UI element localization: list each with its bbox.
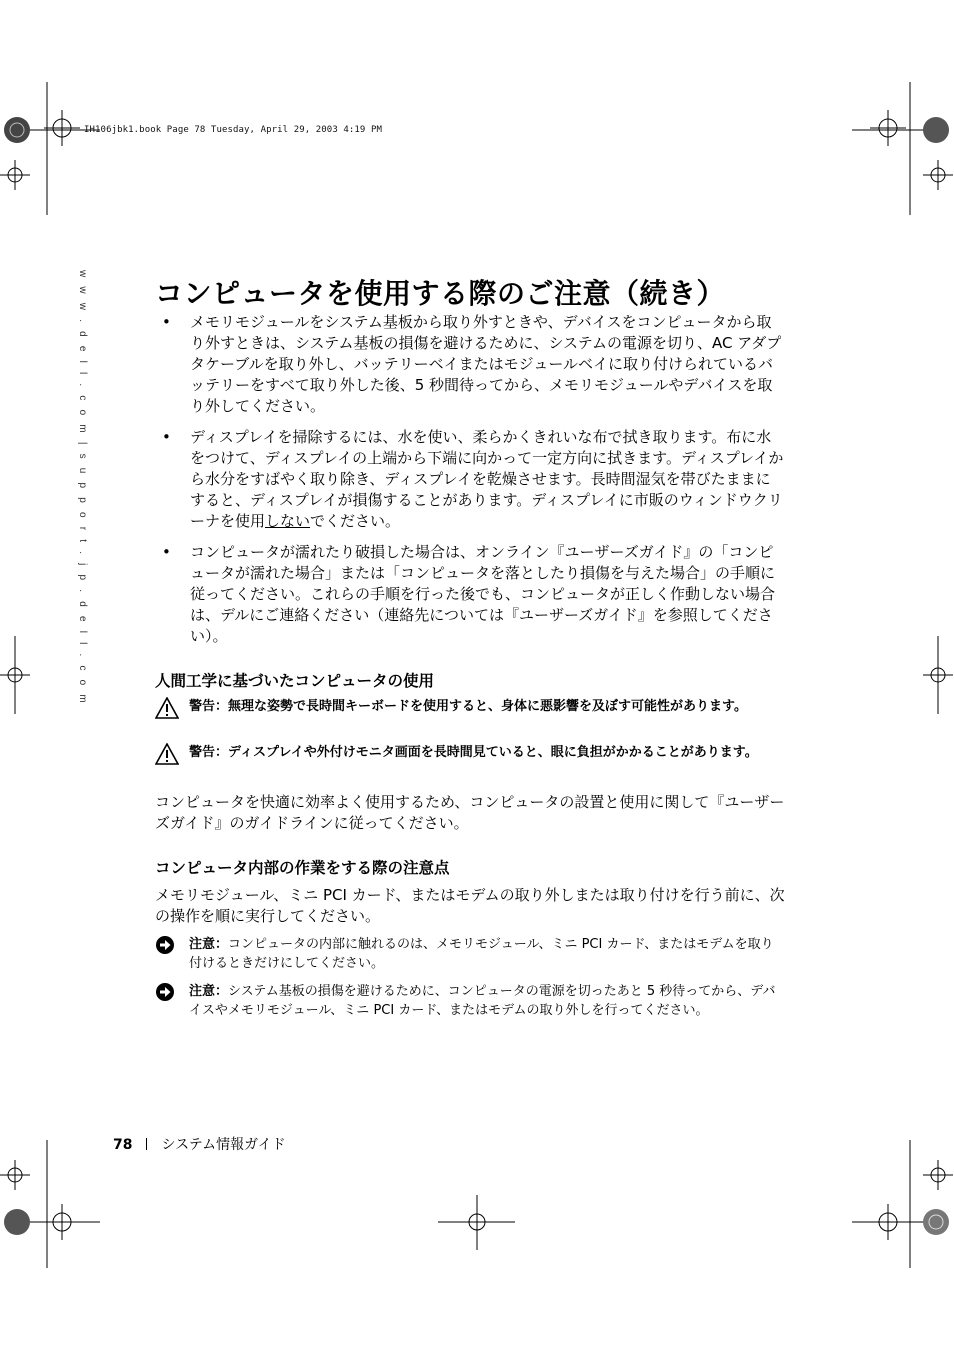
list-item <box>160 312 784 417</box>
guide-title: システム情報ガイド <box>161 1137 286 1153</box>
page-footer <box>113 1134 286 1154</box>
list-item-text-end: でください。 <box>310 512 401 530</box>
warning-text: 無理な姿勢で長時間キーボードを使用すると、身体に悪影響を及ぼす可能性があります。 <box>228 699 747 714</box>
notice-label: 注意： <box>189 984 229 999</box>
warning-label: 警告： <box>189 699 229 714</box>
warning-triangle-icon <box>155 697 179 725</box>
precaution-list <box>160 312 784 657</box>
notice-label: 注意： <box>189 937 229 952</box>
warning-note <box>155 743 785 762</box>
bullet-symbol: • <box>162 313 171 331</box>
warning-text: ディスプレイや外付けモニタ画面を長時間見ていると、眼に負担がかかることがあります。 <box>228 745 758 760</box>
bullet-symbol: • <box>162 428 171 446</box>
page-title: コンピュータを使用する際のご注意（続き） <box>155 277 726 310</box>
warning-label: 警告： <box>189 745 229 760</box>
section-heading-inside-work: コンピュータ内部の作業をする際の注意点 <box>155 859 450 877</box>
warning-note <box>155 697 785 716</box>
notice-arrow-icon <box>155 982 175 1008</box>
bullet-symbol: • <box>162 543 171 561</box>
list-item-text: ディスプレイを掃除するには、水を使い、柔らかくきれいな布で拭き取ります。布に水をつけて、ディスプレイの上端から下端に向かって一定方向に拭きます。ディスプレイから水分をすばやく取り除き、ディスプレイを乾燥させます。長時間湿気を帯びたままにすると、ディスプレイが損傷することがあります。ディスプレイに市販のウィンドウクリーナを使用 <box>190 428 784 530</box>
warning-triangle-icon <box>155 743 179 771</box>
list-item <box>160 427 784 532</box>
print-header-line: IH106jbk1.book Page 78 Tuesday, April 29, 2003 4:19 PM <box>84 125 382 135</box>
section-heading-ergonomics: 人間工学に基づいたコンピュータの使用 <box>155 672 435 690</box>
notice-text: システム基板の損傷を避けるために、コンピュータの電源を切ったあと 5 秒待ってから、デバイスやメモリモジュール、ミニ PCI カード、またはモデムの取り外しを行ってください。 <box>189 984 776 1018</box>
notice-note <box>155 982 785 1020</box>
list-item-text: メモリモジュールをシステム基板から取り外すときや、デバイスをコンピュータから取り外すときは、システム基板の損傷を避けるために、システムの電源を切り、AC アダプタケーブルを取り外し、バッテリーベイまたはモジュールベイに取り付けられているバッテリーをすべて取り外した後、5 秒間待ってから、メモリモジュールやデバイスを取り外してください。 <box>190 313 782 415</box>
list-item-text: コンピュータが濡れたり破損した場合は、オンライン『ユーザーズガイド』の「コンピュータが濡れた場合」または「コンピュータを落としたり損傷を与えた場合」の手順に従ってください。これらの手順を行った後でも、コンピュータが正しく作動しない場合は、デルにご連絡ください（連絡先については『ユーザーズガイド』を参照してください）。 <box>190 543 776 645</box>
underlined-emphasis: しない <box>265 512 311 530</box>
ergonomics-paragraph: コンピュータを快適に効率よく使用するため、コンピュータの設置と使用に関して『ユーザーズガイド』のガイドラインに従ってください。 <box>155 793 785 832</box>
footer-divider <box>146 1138 147 1150</box>
side-url-text: w w w . d e l l . c o m | s u p p o r t . j p . d e l l . c o m <box>77 270 88 706</box>
inside-work-paragraph: メモリモジュール、ミニ PCI カード、またはモデムの取り外しまたは取り付けを行う前に、次の操作を順に実行してください。 <box>155 886 785 925</box>
notice-text: コンピュータの内部に触れるのは、メモリモジュール、ミニ PCI カード、またはモデムを取り付けるときだけにしてください。 <box>189 937 774 971</box>
list-item <box>160 542 784 647</box>
notice-note <box>155 935 785 973</box>
notice-arrow-icon <box>155 935 175 961</box>
page-number: 78 <box>113 1137 133 1153</box>
